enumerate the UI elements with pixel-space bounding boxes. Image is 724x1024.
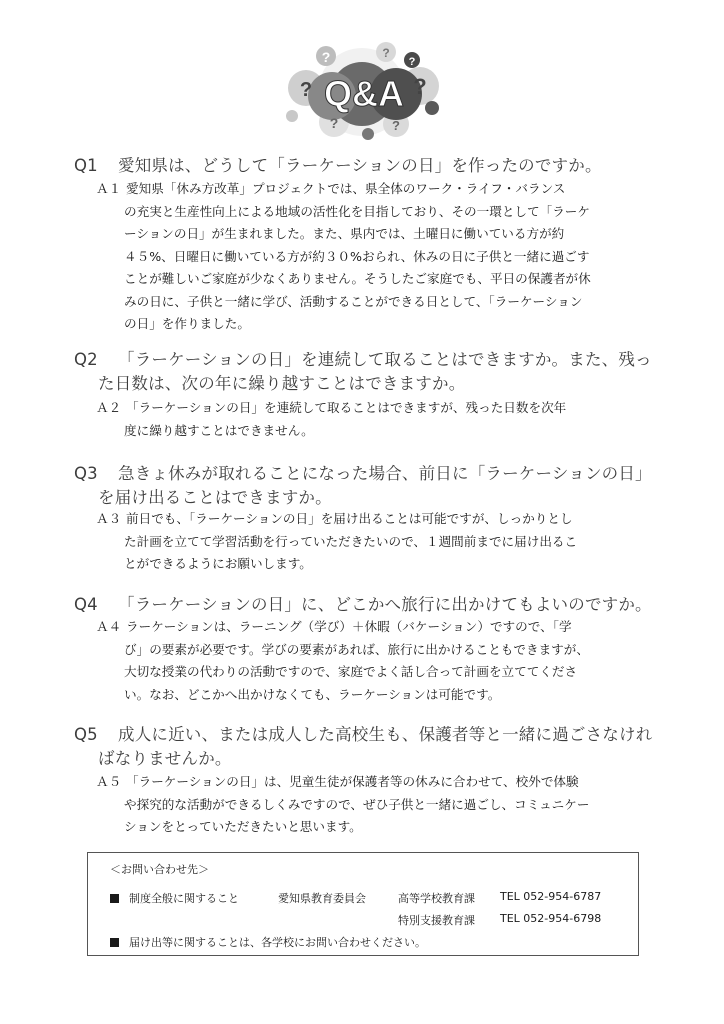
answer-line: ションをとっていただきたいと思います。 (124, 819, 362, 834)
question-2 (74, 348, 674, 396)
contact-tel-2: TEL 052-954-6798 (500, 912, 602, 925)
qa-logo (276, 38, 448, 142)
answer-number: Ａ２ (96, 400, 122, 415)
answer-number: Ａ１ (96, 181, 122, 196)
contact-box (87, 852, 639, 956)
question-number: Q4 (74, 595, 98, 614)
question-mark-icon: ? (408, 56, 416, 68)
question-text: 成人に近い、または成人した高校生も、保護者等と一緒に過ごさなけれ (118, 725, 653, 744)
question-text: 「ラーケーションの日」を連続して取ることはできますか。また、残っ (118, 350, 652, 369)
answer-4 (96, 616, 662, 706)
question-mark-icon: ? (329, 115, 339, 131)
question-mark-icon: ? (299, 79, 313, 101)
answer-line: ラーケーションは、ラーニング（学び）＋休暇（バケーション）ですので、「学 (126, 619, 572, 634)
question-5 (74, 723, 674, 771)
question-text: を届け出ることはできますか。 (98, 488, 332, 507)
question-number: Q2 (74, 350, 98, 369)
question-number: Q3 (74, 464, 98, 483)
question-1 (74, 154, 674, 178)
answer-line: び」の要素が必要です。学びの要素があれば、旅行に出かけることもできますが、 (124, 641, 589, 657)
answer-1 (96, 178, 662, 336)
contact-row-2 (110, 934, 426, 950)
answer-line: みの日に、子供と一緒に学び、活動することができる日として、「ラーケーション (124, 293, 583, 309)
question-mark-icon: ? (392, 118, 400, 133)
question-mark-icon: ? (413, 74, 427, 99)
question-4 (74, 593, 674, 617)
answer-line: い。なお、どこかへ出かけなくても、ラーケーションは可能です。 (124, 686, 501, 702)
answer-line: の充実と生産性向上による地域の活性化を目指しており、その一環として「ラーケ (124, 203, 590, 219)
answer-line: 「ラーケーションの日」は、児童生徒が保護者等の休みに合わせて、校外で体験 (126, 774, 579, 789)
answer-line: ーションの日」が生まれました。また、県内では、土曜日に働いている方が約 (124, 226, 565, 241)
answer-line: 愛知県「休み方改革」プロジェクトでは、県全体のワーク・ライフ・バランス (126, 181, 566, 196)
answer-line: た計画を立てて学習活動を行っていただきたいので、１週間前までに届け出るこ (124, 533, 578, 549)
question-text: 「ラーケーションの日」に、どこかへ旅行に出かけてもよいのですか。 (118, 595, 652, 614)
question-mark-icon: ? (321, 49, 331, 65)
question-text: ばなりませんか。 (98, 749, 232, 768)
answer-line: 「ラーケーションの日」を連続して取ることはできますが、残った日数を次年 (126, 400, 567, 415)
answer-5 (96, 771, 662, 839)
question-3 (74, 462, 674, 510)
answer-line: とができるようにお願いします。 (124, 556, 312, 571)
answer-3 (96, 508, 662, 576)
answer-number: Ａ５ (96, 774, 122, 789)
qa-logo-text: Q&A (324, 73, 404, 114)
square-bullet-icon (110, 938, 119, 947)
answer-line: ４５%、日曜日に働いている方が約３０%おられ、休みの日に子供と一緒に過ごす (124, 248, 590, 264)
answer-number: Ａ４ (96, 619, 122, 634)
question-number: Q5 (74, 725, 98, 744)
contact-tel-1: TEL 052-954-6787 (500, 890, 602, 903)
question-number: Q1 (74, 156, 98, 175)
contact-item-label: 制度全般に関すること (129, 892, 239, 905)
answer-line: の日」を作りました。 (124, 316, 250, 331)
contact-dept-1: 高等学校教育課 (398, 892, 475, 905)
contact-dept-2: 特別支援教育課 (398, 914, 475, 927)
question-mark-icon: ? (382, 46, 390, 60)
answer-line: 大切な授業の代わりの活動ですので、家庭でよく話し合って計画を立ててくださ (124, 664, 578, 679)
contact-heading: ＜お問い合わせ先＞ (110, 863, 209, 876)
square-bullet-icon (110, 894, 119, 903)
answer-2 (96, 397, 662, 442)
contact-org: 愛知県教育委員会 (278, 892, 366, 905)
contact-row-1 (110, 890, 239, 906)
answer-number: Ａ３ (96, 511, 122, 526)
answer-line: や探究的な活動ができるしくみですので、ぜひ子供と一緒に過ごし、コミュニケー (124, 796, 590, 812)
answer-line: 度に繰り越すことはできません。 (124, 422, 314, 438)
answer-line: ことが難しいご家庭が少なくありません。そうしたご家庭でも、平日の保護者が休 (124, 271, 591, 286)
question-text: 愛知県は、どうして「ラーケーションの日」を作ったのですか。 (118, 156, 602, 175)
answer-line: 前日でも、「ラーケーションの日」を届け出ることは可能ですが、しっかりとし (126, 511, 573, 526)
question-text: 急きょ休みが取れることになった場合、前日に「ラーケーションの日」 (118, 464, 652, 483)
question-text: た日数は、次の年に繰り越すことはできますか。 (98, 374, 466, 393)
contact-item-text: 届け出等に関することは、各学校にお問い合わせください。 (129, 936, 426, 949)
